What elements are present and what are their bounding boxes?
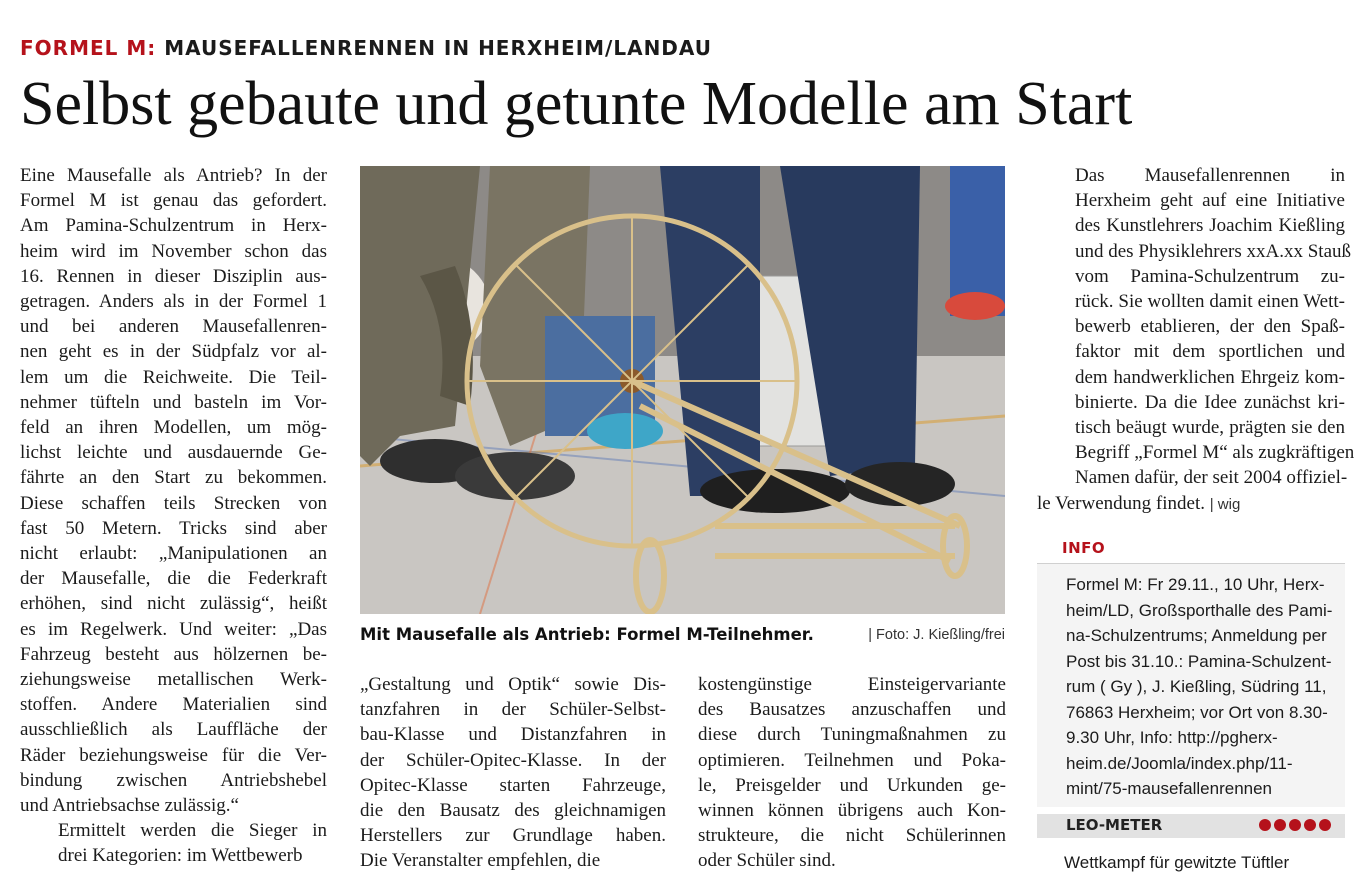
rating-dot — [1274, 819, 1286, 831]
kicker-subject: MAUSEFALLENRENNEN IN HERXHEIM/LANDAU — [164, 36, 713, 60]
paragraph — [20, 818, 327, 868]
text-line: und bei anderen Mausefallenren- — [20, 316, 327, 338]
info-text — [1066, 572, 1338, 802]
info-line: Formel M: Fr 29.11., 10 Uhr, Herx- — [1066, 575, 1325, 594]
text-line: getragen. Anders als in der Formel 1 — [20, 291, 327, 313]
article-photo — [360, 166, 1005, 614]
info-line: heim.de/Joomla/index.php/11- — [1066, 753, 1293, 773]
text-line: lichst leichte und ausdauernde Ge- — [20, 442, 327, 464]
paragraph — [360, 672, 666, 874]
text-line: nicht erlaubt: „Manipulationen an — [20, 543, 327, 565]
info-line: heim/LD, Großsporthalle des Pami- — [1066, 600, 1333, 620]
text-line: Herstellers zur Grundlage haben. — [360, 825, 666, 847]
photo-caption — [360, 625, 1005, 649]
text-line: der Schüler-Opitec-Klasse. In der — [360, 749, 666, 771]
text-line: dem handwerklichen Ehrgeiz kom- — [1075, 366, 1345, 388]
info-box — [1037, 563, 1345, 807]
text-line: „Gestaltung und Optik“ sowie Dis- — [360, 674, 666, 695]
leo-meter-label: LEO-METER — [1066, 816, 1163, 834]
text-line: Fahrzeug besteht aus hölzernen be- — [20, 643, 327, 665]
text-line: bau-Klasse und Distanzfahren in — [360, 724, 666, 746]
info-label: INFO — [1062, 539, 1106, 557]
text-line: die den Bausatz des gleichnamigen — [360, 800, 666, 822]
text-line: rück. Sie wollten damit einen Wett- — [1075, 291, 1345, 313]
text-line: und Antriebsachse zulässig.“ — [20, 795, 239, 817]
text-line: es im Regelwerk. Und weiter: „Das — [20, 618, 327, 640]
text-line: Am Pamina-Schulzentrum in Herx- — [20, 215, 327, 237]
leo-meter-rating — [1259, 819, 1331, 831]
text-line: Diese schaffen teils Strecken von — [20, 492, 327, 514]
text-line: heim wird im November schon das — [20, 240, 327, 262]
rating-dot — [1304, 819, 1316, 831]
leo-meter-text: Wettkampf für gewitzte Tüftler — [1064, 853, 1290, 872]
text-line: vom Pamina-Schulzentrum zu- — [1075, 265, 1345, 287]
text-line: nen geht es in der Südpfalz vor al- — [20, 341, 327, 363]
text-line: Die Veranstalter empfehlen, die — [360, 850, 601, 872]
text-line: Begriff „Formel M“ als zugkräftigen — [1075, 442, 1355, 464]
body-column-1 — [20, 163, 327, 869]
text-line: Räder beziehungsweise für die Ver- — [20, 744, 327, 766]
text-line: kostengünstige Einsteigervariante — [698, 674, 1006, 695]
text-line: le Verwendung findet. — [1037, 492, 1205, 514]
text-line: tanzfahren in der Schüler-Selbst- — [360, 699, 666, 721]
text-line: bindung zwischen Antriebshebel — [20, 769, 327, 791]
text-line: ziehungsweise metallischen Werk- — [20, 669, 327, 691]
kicker-topic: FORMEL M: — [20, 36, 157, 60]
mousetrap-car-photo — [360, 166, 1005, 614]
text-line: erhöhen, sind nicht zulässig“, heißt — [20, 593, 327, 615]
text-line: strukteure, die nicht Schülerinnen — [698, 825, 1006, 847]
text-line: fährte an den Start zu bekommen. — [20, 467, 327, 489]
info-line: mint/75-mausefallenrennen — [1066, 779, 1273, 798]
text-line: Formel M ist genau das gefordert. — [20, 190, 327, 212]
text-line: des Bausatzes anzuschaffen und — [698, 699, 1006, 721]
text-line: der Mausefalle, die die Federkraft — [20, 568, 327, 590]
text-line: le, Preisgelder und Urkunden ge- — [698, 774, 1006, 796]
text-line: Herxheim geht auf eine Initiative — [1075, 190, 1345, 212]
body-column-3 — [698, 672, 1006, 874]
text-line: binierte. Da die Idee zunächst kri- — [1075, 391, 1345, 413]
article-headline: Selbst gebaute und getunte Modelle am Start — [20, 70, 1133, 138]
text-line: oder Schüler sind. — [698, 850, 836, 872]
text-line: feld an ihren Modellen, um mög- — [20, 417, 327, 439]
article-kicker — [20, 36, 712, 60]
text-line: Das Mausefallenrennen in — [1075, 165, 1345, 186]
paragraph — [698, 672, 1006, 874]
photo-credit: | Foto: J. Kießling/frei — [868, 627, 1005, 643]
text-line: optimieren. Teilnehmen und Poka- — [698, 749, 1006, 771]
text-line: stoffen. Andere Materialien sind — [20, 694, 327, 716]
text-line: tisch beäugt wurde, prägten sie den — [1075, 417, 1345, 439]
leo-meter-bar — [1037, 814, 1345, 838]
body-column-4 — [1037, 163, 1355, 517]
paragraph — [1037, 163, 1355, 517]
text-line: 16. Rennen in dieser Disziplin aus- — [20, 265, 327, 287]
body-column-2 — [360, 672, 666, 874]
text-line: winnen können übrigens auch Kon- — [698, 800, 1006, 822]
text-line: bewerb etablieren, der den Spaß- — [1075, 316, 1345, 338]
text-line: Eine Mausefalle als Antrieb? In der — [20, 165, 327, 186]
info-line: 9.30 Uhr, Info: http://pgherx- — [1066, 728, 1278, 747]
caption-text: Mit Mausefalle als Antrieb: Formel M-Teilnehmer. — [360, 625, 814, 644]
text-line: diese durch Tuningmaßnahmen zu — [698, 724, 1006, 746]
text-line: faktor mit dem sportlichen und — [1075, 341, 1345, 363]
info-line: 76863 Herxheim; vor Ort von 8.30- — [1066, 702, 1328, 722]
info-line: rum ( Gy ), J. Kießling, Südring 11, — [1066, 677, 1327, 696]
text-line: fast 50 Metern. Tricks sind aber — [20, 517, 327, 539]
text-line: drei Kategorien: im Wettbewerb — [58, 845, 303, 867]
info-line: Post bis 31.10.: Pamina-Schulzent- — [1066, 651, 1332, 671]
rating-dot — [1259, 819, 1271, 831]
text-line: und des Physiklehrers xxA.xx Stauß — [1075, 240, 1352, 262]
text-line: ausschließlich als Lauffläche der — [20, 719, 327, 741]
text-line: Ermittelt werden die Sieger in — [58, 820, 327, 842]
paragraph — [20, 163, 327, 818]
text-line: nehmer tüfteln und basteln im Vor- — [20, 391, 327, 413]
rating-dot — [1289, 819, 1301, 831]
info-line: na-Schulzentrums; Anmeldung per — [1066, 626, 1327, 645]
text-line: Opitec-Klasse starten Fahrzeuge, — [360, 774, 666, 796]
text-line: Namen dafür, der seit 2004 offiziel- — [1075, 467, 1348, 489]
text-line: des Kunstlehrers Joachim Kießling — [1075, 215, 1345, 237]
author-signature: | wig — [1209, 495, 1241, 513]
text-line: lem um die Reichweite. Die Teil- — [20, 366, 327, 388]
rating-dot — [1319, 819, 1331, 831]
